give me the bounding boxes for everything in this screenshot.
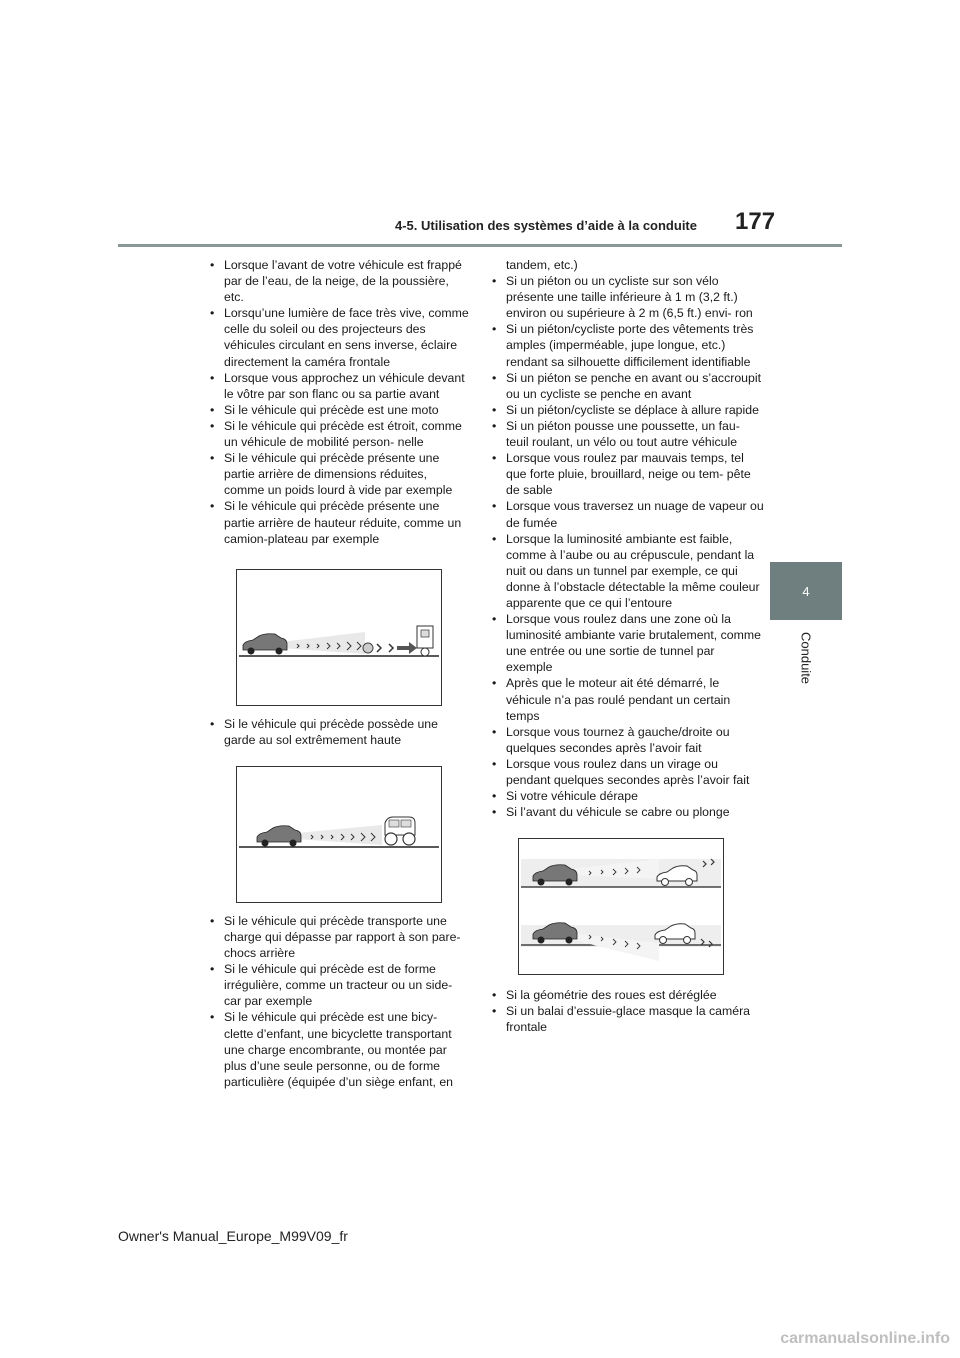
list-item: • Lorsque l’avant de votre véhicule est frappé par de l’eau, de la neige, de la poussière, etc.: [210, 257, 470, 305]
list-item: • Si un balai d’essuie-glace masque la caméra frontale: [492, 1003, 764, 1035]
list-item: • Lorsque vous roulez dans une zone où la luminosité ambiante varie brutalement, comme une entrée ou une sortie de tunnel par exemple: [492, 611, 764, 675]
illustration-flatbed-truck: [236, 569, 442, 706]
watermark: carmanualsonline.info: [780, 1330, 950, 1347]
list-item: • Si un piéton se penche en avant ou s’accroupit ou un cycliste se penche en avant: [492, 370, 764, 402]
chapter-label: Conduite: [798, 632, 814, 685]
list-item: • Si le véhicule qui précède possède une garde au sol extrêmement haute: [210, 716, 470, 748]
left-list-3: [210, 913, 470, 1090]
list-item: • Si l’avant du véhicule se cabre ou plonge: [492, 804, 764, 820]
left-column: [210, 257, 470, 1090]
list-item: • Si le véhicule qui précède transporte une charge qui dépasse par rapport à son pare-chocs arrière: [210, 913, 470, 961]
left-list-2: [210, 716, 470, 748]
list-item: • Si la géométrie des roues est déréglée: [492, 987, 764, 1003]
list-item: • Lorsque la luminosité ambiante est faible, comme à l’aube ou au crépuscule, pendant la nuit ou dans un tunnel par exemple, ce qui donne à l’obstacle détectable la même couleur apparente que ce qui l’entoure: [492, 531, 764, 611]
list-item: • Si le véhicule qui précède présente une partie arrière de dimensions réduites, comme un poids lourd à vide par exemple: [210, 450, 470, 498]
right-list-2: [492, 987, 764, 1035]
list-item: • Si le véhicule qui précède est une moto: [210, 402, 470, 418]
chapter-tab[interactable]: [770, 562, 842, 620]
list-item: • Si un piéton/cycliste se déplace à allure rapide: [492, 402, 764, 418]
header-rule: [118, 244, 842, 247]
illustration-high-clearance-vehicle: [236, 766, 442, 903]
list-item: • Si le véhicule qui précède est étroit, comme un véhicule de mobilité person- nelle: [210, 418, 470, 450]
list-item: • Si un piéton ou un cycliste sur son vélo présente une taille inférieure à 1 m (3,2 ft.) environ ou supérieure à 2 m (6,5 ft.) envi- ron: [492, 273, 764, 321]
list-item: • Après que le moteur ait été démarré, le véhicule n’a pas roulé pendant un certain temps: [492, 675, 764, 723]
list-item: • Lorsque vous tournez à gauche/droite ou quelques secondes après l’avoir fait: [492, 724, 764, 756]
page-number: 177: [735, 208, 776, 235]
list-item: • Lorsque vous roulez dans un virage ou pendant quelques secondes après l’avoir fait: [492, 756, 764, 788]
illustration-pitching-vehicle: [518, 838, 724, 975]
right-list-1: [492, 273, 764, 820]
list-item: • Lorsqu’une lumière de face très vive, comme celle du soleil ou des projecteurs des véhicules circulant en sens inverse, éclaire directement la caméra frontale: [210, 305, 470, 369]
list-item: • Lorsque vous roulez par mauvais temps, tel que forte pluie, brouillard, neige ou tem- pête de sable: [492, 450, 764, 498]
left-list-1: [210, 257, 470, 547]
list-item: • Lorsque vous traversez un nuage de vapeur ou de fumée: [492, 498, 764, 530]
chapter-number: 4: [802, 583, 810, 599]
list-item: • Si le véhicule qui précède est de forme irrégulière, comme un tracteur ou un side- car par exemple: [210, 961, 470, 1009]
continued-text: tandem, etc.): [506, 258, 578, 272]
footer-manual-id: Owner's Manual_Europe_M99V09_fr: [118, 1228, 348, 1244]
list-item: • Si le véhicule qui précède présente une partie arrière de hauteur réduite, comme un camion-plateau par exemple: [210, 498, 470, 546]
list-item: • Si un piéton/cycliste porte des vêtements très amples (imperméable, jupe longue, etc.) rendant sa silhouette difficilement identifiable: [492, 321, 764, 369]
list-item: • Si un piéton pousse une poussette, un fau- teuil roulant, un vélo ou tout autre véhicule: [492, 418, 764, 450]
right-column: [492, 257, 764, 1036]
list-item: • Si votre véhicule dérape: [492, 788, 764, 804]
list-item: • Lorsque vous approchez un véhicule devant le vôtre par son flanc ou sa partie avant: [210, 370, 470, 402]
section-title: 4-5. Utilisation des systèmes d’aide à la conduite: [395, 218, 697, 233]
list-item: • Si le véhicule qui précède est une bicy- clette d’enfant, une bicyclette transportant une charge encombrante, ou montée par plus d’une seule personne, ou de forme particulière (équipée d’un siège enfant, en: [210, 1009, 470, 1089]
